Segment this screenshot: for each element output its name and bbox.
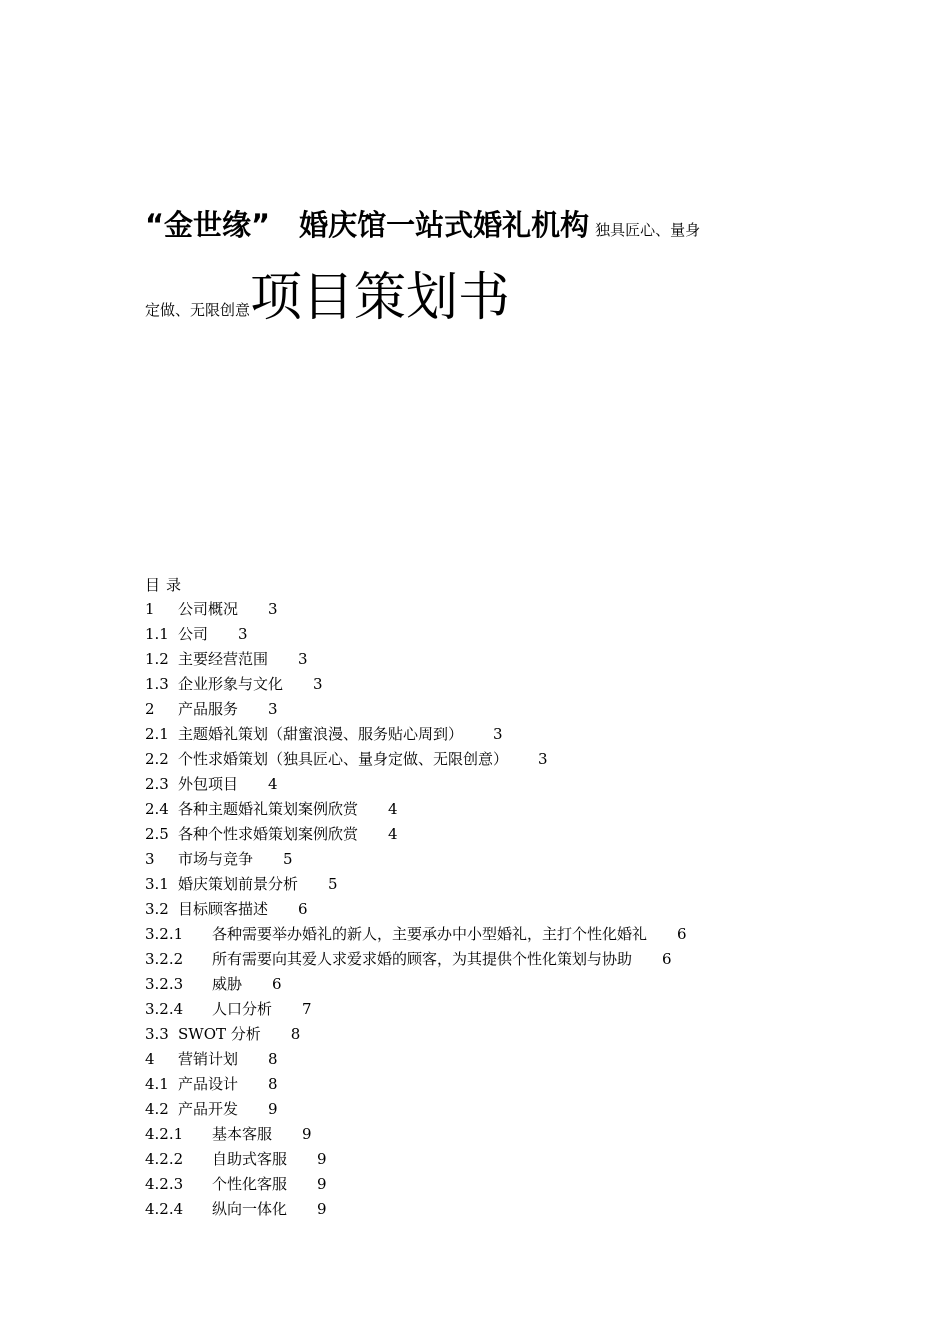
toc-entry-number: 3.3 bbox=[145, 1025, 169, 1043]
toc-entry-number: 2.3 bbox=[145, 775, 169, 793]
toc-entry-page: 4 bbox=[268, 775, 278, 793]
toc-entry-title: 公司概况 bbox=[178, 600, 239, 618]
toc-entry[interactable] bbox=[145, 622, 845, 647]
toc-entry-title: 自助式客服 bbox=[212, 1150, 288, 1168]
toc-entry[interactable] bbox=[145, 872, 845, 897]
toc-entry[interactable] bbox=[145, 1022, 845, 1047]
toc-entry[interactable] bbox=[145, 797, 845, 822]
toc-entry-number: 2.4 bbox=[145, 800, 169, 818]
toc-entry-page: 6 bbox=[272, 975, 282, 993]
toc-entry-page: 5 bbox=[328, 875, 338, 893]
toc-entry-page: 6 bbox=[677, 925, 687, 943]
toc-entry-title: 基本客服 bbox=[212, 1125, 273, 1143]
toc-entry[interactable] bbox=[145, 1147, 845, 1172]
toc-entry[interactable] bbox=[145, 647, 845, 672]
toc-entry-page: 3 bbox=[493, 725, 503, 743]
toc-entry[interactable] bbox=[145, 697, 845, 722]
toc-entry-title: 产品服务 bbox=[178, 700, 239, 718]
toc-entry[interactable] bbox=[145, 597, 845, 622]
toc-entry-number: 4.2.2 bbox=[145, 1150, 184, 1168]
toc-entry-page: 9 bbox=[268, 1100, 278, 1118]
toc-entry-number: 4.2 bbox=[145, 1100, 169, 1118]
toc-entry-title: 各种个性求婚策划案例欣赏 bbox=[178, 825, 359, 843]
toc-entry-page: 3 bbox=[298, 650, 308, 668]
toc-entry-page: 4 bbox=[388, 800, 398, 818]
toc-entry-title: 企业形象与文化 bbox=[178, 675, 284, 693]
toc-entry-page: 9 bbox=[302, 1125, 312, 1143]
toc-entry-title: 所有需要向其爱人求爱求婚的顾客，为其提供个性化策划与协助 bbox=[212, 950, 633, 968]
toc-entry-title: 各种需要举办婚礼的新人，主要承办中小型婚礼，主打个性化婚礼 bbox=[212, 925, 648, 943]
toc-entry-title: 纵向一体化 bbox=[212, 1200, 288, 1218]
toc-entry-number: 3.2.4 bbox=[145, 1000, 184, 1018]
toc-entry[interactable] bbox=[145, 972, 845, 997]
toc-entry-title: 产品设计 bbox=[178, 1075, 239, 1093]
toc-entry-number: 2.5 bbox=[145, 825, 169, 843]
toc-entry-title: 个性求婚策划（独具匠心、量身定做、无限创意） bbox=[178, 750, 509, 768]
document-title: “金世缘” 婚庆馆一站式婚礼机构 bbox=[145, 208, 590, 242]
toc-entry-number: 3 bbox=[145, 850, 155, 868]
toc-entry[interactable] bbox=[145, 747, 845, 772]
toc-entry-number: 4.2.3 bbox=[145, 1175, 184, 1193]
toc-entry-title: 公司 bbox=[178, 625, 209, 643]
toc-entry[interactable] bbox=[145, 947, 845, 972]
document-title-line1 bbox=[145, 203, 845, 244]
document-big-title: 项目策划书 bbox=[250, 268, 511, 328]
toc-heading: 目录 bbox=[145, 576, 188, 594]
toc-entry-page: 6 bbox=[662, 950, 672, 968]
toc-entry-page: 6 bbox=[298, 900, 308, 918]
toc-list bbox=[145, 597, 845, 1222]
toc-entry-page: 3 bbox=[268, 600, 278, 618]
toc-entry[interactable] bbox=[145, 672, 845, 697]
toc-entry[interactable] bbox=[145, 1197, 845, 1222]
toc-entry[interactable] bbox=[145, 1072, 845, 1097]
toc-entry-number: 4.2.1 bbox=[145, 1125, 184, 1143]
toc-entry-title: 产品开发 bbox=[178, 1100, 239, 1118]
toc-entry-page: 9 bbox=[317, 1200, 327, 1218]
toc-entry-title: 个性化客服 bbox=[212, 1175, 288, 1193]
toc-entry-number: 1.2 bbox=[145, 650, 169, 668]
toc-entry-number: 2 bbox=[145, 700, 155, 718]
toc-entry-page: 5 bbox=[283, 850, 293, 868]
toc-entry-title: 人口分析 bbox=[212, 1000, 273, 1018]
toc-entry-title: 目标顾客描述 bbox=[178, 900, 269, 918]
toc-entry-title: 婚庆策划前景分析 bbox=[178, 875, 299, 893]
toc-entry[interactable] bbox=[145, 997, 845, 1022]
toc-entry-page: 9 bbox=[317, 1150, 327, 1168]
toc-entry-page: 8 bbox=[268, 1075, 278, 1093]
toc-entry-title: 各种主题婚礼策划案例欣赏 bbox=[178, 800, 359, 818]
document-subtitle-part2: 定做、无限创意 bbox=[145, 301, 251, 319]
toc-entry-page: 4 bbox=[388, 825, 398, 843]
toc-entry-page: 9 bbox=[317, 1175, 327, 1193]
toc-entry[interactable] bbox=[145, 922, 845, 947]
toc-entry-page: 3 bbox=[268, 700, 278, 718]
toc-entry-number: 4 bbox=[145, 1050, 155, 1068]
toc-entry-number: 3.2.2 bbox=[145, 950, 184, 968]
toc-entry[interactable] bbox=[145, 1097, 845, 1122]
toc-entry-page: 7 bbox=[302, 1000, 312, 1018]
toc-entry[interactable] bbox=[145, 772, 845, 797]
document-title-line2 bbox=[145, 255, 510, 330]
toc-entry-title: 主要经营范围 bbox=[178, 650, 269, 668]
table-of-contents bbox=[145, 573, 845, 1222]
toc-entry-title: 市场与竞争 bbox=[178, 850, 254, 868]
toc-entry[interactable] bbox=[145, 847, 845, 872]
toc-entry-title: SWOT 分析 bbox=[178, 1025, 261, 1043]
toc-entry-number: 4.1 bbox=[145, 1075, 169, 1093]
toc-entry[interactable] bbox=[145, 897, 845, 922]
toc-entry-title: 外包项目 bbox=[178, 775, 239, 793]
toc-entry-number: 1.1 bbox=[145, 625, 169, 643]
toc-entry-page: 3 bbox=[538, 750, 548, 768]
toc-entry-number: 3.1 bbox=[145, 875, 169, 893]
toc-entry-page: 3 bbox=[313, 675, 323, 693]
toc-entry[interactable] bbox=[145, 1047, 845, 1072]
toc-entry-title: 威胁 bbox=[212, 975, 243, 993]
toc-entry[interactable] bbox=[145, 722, 845, 747]
toc-entry-number: 1 bbox=[145, 600, 155, 618]
toc-entry-page: 8 bbox=[290, 1025, 301, 1043]
toc-entry-number: 3.2.3 bbox=[145, 975, 184, 993]
toc-entry-page: 8 bbox=[268, 1050, 278, 1068]
document-subtitle-part1: 独具匠心、量身 bbox=[595, 221, 701, 239]
toc-entry-title: 营销计划 bbox=[178, 1050, 239, 1068]
toc-entry[interactable] bbox=[145, 1172, 845, 1197]
toc-entry-title: 主题婚礼策划（甜蜜浪漫、服务贴心周到） bbox=[178, 725, 464, 743]
toc-entry-number: 2.1 bbox=[145, 725, 169, 743]
toc-entry-number: 3.2.1 bbox=[145, 925, 184, 943]
toc-entry-number: 3.2 bbox=[145, 900, 169, 918]
toc-entry-number: 1.3 bbox=[145, 675, 169, 693]
toc-entry[interactable] bbox=[145, 822, 845, 847]
toc-entry[interactable] bbox=[145, 1122, 845, 1147]
toc-entry-number: 4.2.4 bbox=[145, 1200, 184, 1218]
toc-entry-number: 2.2 bbox=[145, 750, 169, 768]
toc-entry-page: 3 bbox=[238, 625, 248, 643]
